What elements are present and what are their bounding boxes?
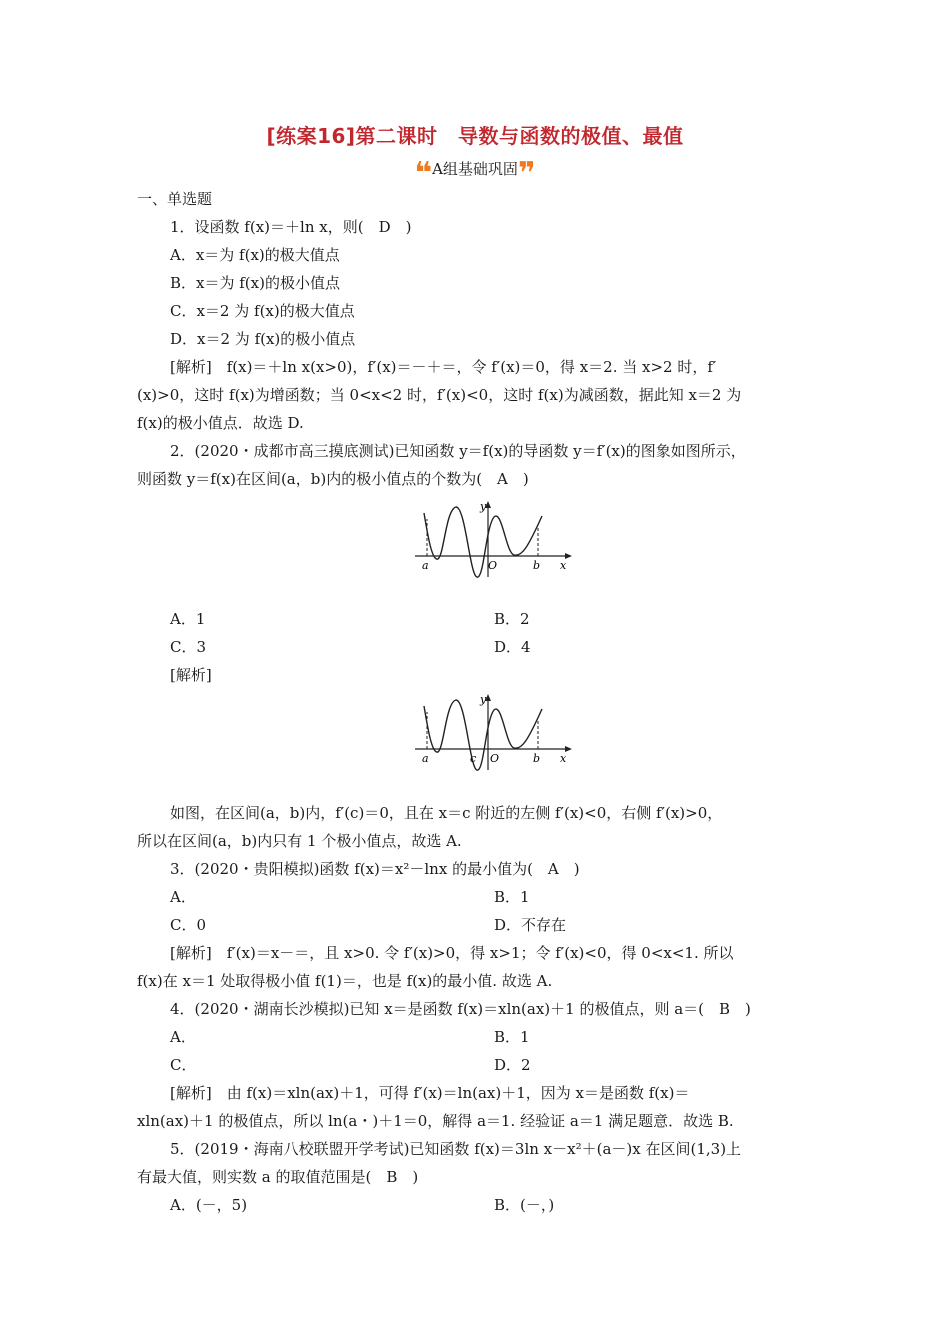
q1-option-a: A．x＝为 f(x)的极大值点 [170, 246, 340, 264]
solution-2-line-1: 如图，在区间(a，b)内，f′(c)＝0，且在 x＝c 附近的左侧 f′(x)<0，右侧 f′(x)>0， [170, 804, 723, 822]
close-quote-icon: ❞ [517, 156, 536, 191]
question-5-line-1: 5．(2019・海南八校联盟开学考试)已知函数 f(x)＝3ln x－x²＋(a－)x 在区间(1,3)上 [170, 1140, 742, 1158]
point-b-label: b [533, 559, 541, 572]
solution-2-line-2: 所以在区间(a，b)内只有 1 个极小值点，故选 A. [137, 832, 462, 850]
q2-option-c: C．3 [170, 638, 207, 656]
point-b-label: b [533, 752, 541, 765]
q4-option-a: A． [170, 1028, 196, 1046]
question-4: 4．(2020・湖南长沙模拟)已知 x＝是函数 f(x)＝xln(ax)＋1 的极值点，则 a＝( B ) [170, 1000, 751, 1018]
q1-option-b: B．x＝为 f(x)的极小值点 [170, 274, 340, 292]
page-title: [练案16]第二课时 导数与函数的极值、最值 [266, 124, 684, 148]
origin-label: O [488, 559, 498, 572]
solution-3-line-1: [解析] f′(x)＝x－＝，且 x>0. 令 f′(x)>0，得 x>1；令 f′(x)<0，得 0<x<1. 所以 [170, 944, 734, 962]
section-heading: 一、单选题 [137, 190, 213, 208]
origin-label: O [490, 752, 500, 765]
question-2-line-2: 则函数 y＝f(x)在区间(a，b)内的极小值点的个数为( A ) [137, 470, 529, 488]
question-5-line-2: 有最大值，则实数 a 的取值范围是( B ) [137, 1168, 419, 1186]
point-c-label: c [470, 752, 477, 765]
solution-2-label: [解析] [170, 666, 212, 684]
point-a-label: a [422, 559, 429, 572]
derivative-graph [410, 497, 575, 579]
q4-option-d: D．2 [494, 1056, 531, 1074]
q3-option-b: B．1 [494, 888, 530, 906]
q4-option-b: B．1 [494, 1028, 530, 1046]
open-quote-icon: ❝ [414, 156, 433, 191]
point-a-label: a [422, 752, 429, 765]
solution-4-line-1: [解析] 由 f(x)＝xln(ax)＋1，可得 f′(x)＝ln(ax)＋1，因为 x＝是函数 f(x)＝ [170, 1084, 690, 1102]
q3-option-d: D．不存在 [494, 916, 567, 934]
solution-4-line-2: xln(ax)＋1 的极值点，所以 ln(a・)＋1＝0，解得 a＝1. 经验证 a＝1 满足题意．故选 B. [137, 1112, 734, 1130]
q1-option-c: C．x＝2 为 f(x)的极大值点 [170, 302, 355, 320]
x-axis-label: x [560, 559, 567, 572]
group-label: A组基础巩固 [432, 160, 518, 178]
group-banner [0, 156, 950, 191]
question-2-line-1: 2．(2020・成都市高三摸底测试)已知函数 y＝f(x)的导函数 y＝f′(x)的图象如图所示， [170, 442, 746, 460]
solution-1-line-3: f(x)的极小值点．故选 D. [137, 414, 304, 432]
q5-option-a: A．(－，5) [170, 1196, 248, 1214]
question-1: 1．设函数 f(x)＝＋ln x，则( D ) [170, 218, 412, 236]
q3-option-a: A． [170, 888, 196, 906]
solution-1-line-1: [解析] f(x)＝＋ln x(x>0)，f′(x)＝－＋＝，令 f′(x)＝0，得 x＝2. 当 x>2 时，f′ [170, 358, 717, 376]
q2-option-d: D．4 [494, 638, 531, 656]
question-3: 3．(2020・贵阳模拟)函数 f(x)＝x²－lnx 的最小值为( A ) [170, 860, 580, 878]
q2-option-a: A．1 [170, 610, 206, 628]
x-axis-label: x [560, 752, 567, 765]
q5-option-b: B．(－，) [494, 1196, 555, 1214]
solution-1-line-2: (x)>0，这时 f(x)为增函数；当 0<x<2 时，f′(x)<0，这时 f(x)为减函数，据此知 x＝2 为 [137, 386, 742, 404]
y-axis-label: y [480, 500, 487, 513]
y-axis-label: y [480, 693, 487, 706]
q2-option-b: B．2 [494, 610, 530, 628]
q4-option-c: C． [170, 1056, 197, 1074]
q1-option-d: D．x＝2 为 f(x)的极小值点 [170, 330, 356, 348]
solution-3-line-2: f(x)在 x＝1 处取得极小值 f(1)＝，也是 f(x)的最小值. 故选 A. [137, 972, 553, 990]
q3-option-c: C．0 [170, 916, 207, 934]
solution-graph [410, 690, 575, 772]
